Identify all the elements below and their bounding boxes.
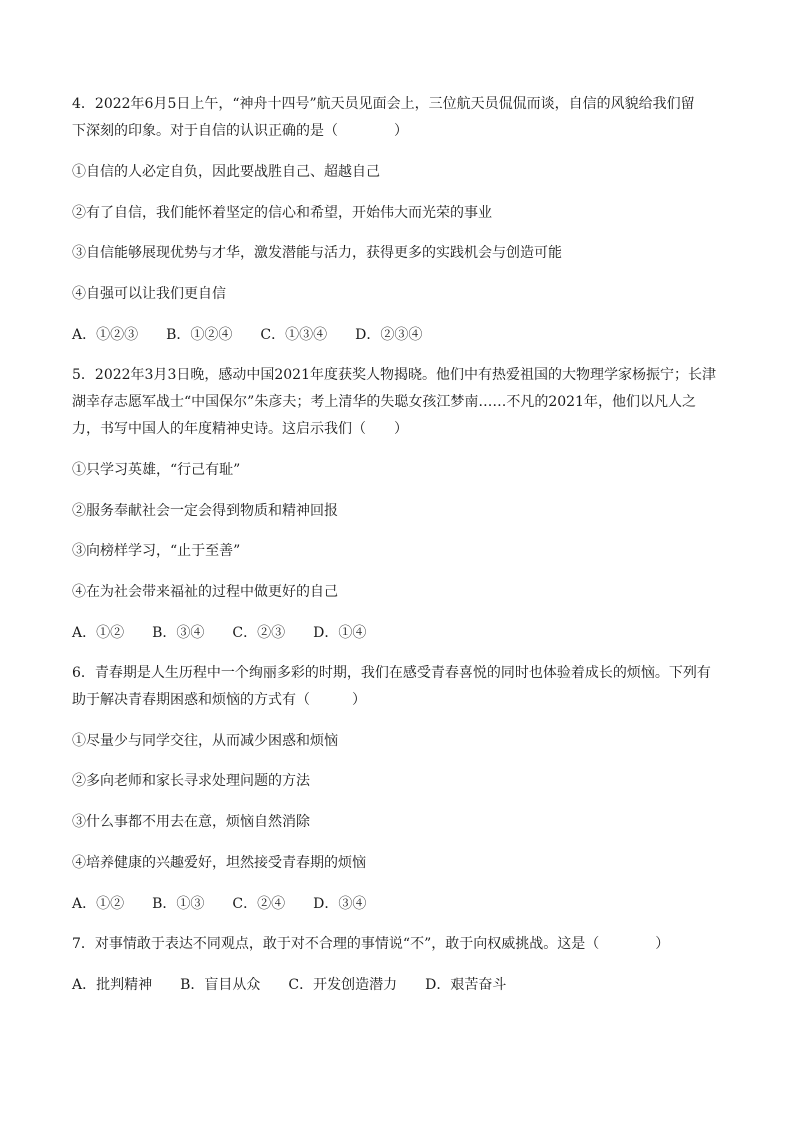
question-7-stem-line-1: 7．对事情敢于表达不同观点，敢于对不合理的事情说“不”，敢于向权威挑战。这是（ ） (72, 936, 670, 952)
question-4-statement-3: ③自信能够展现优势与才华，激发潜能与活力，获得更多的实践机会与创造可能 (72, 245, 562, 261)
question-5-stem-line-1: 5．2022年3月3日晚，感动中国2021年度获奖人物揭晓。他们中有热爱祖国的大物理学家杨振宁；长津 (72, 367, 716, 383)
question-4-options: A．①②③ B．①②④ C．①③④ D．②③④ (72, 327, 423, 343)
question-4-statement-1: ①自信的人必定自负，因此要战胜自己、超越自己 (72, 164, 380, 180)
question-4-statement-2: ②有了自信，我们能怀着坚定的信心和希望，开始伟大而光荣的事业 (72, 205, 492, 221)
question-6-statement-1: ①尽量少与同学交往，从而减少困惑和烦恼 (72, 733, 338, 749)
question-6-statement-2: ②多向老师和家长寻求处理问题的方法 (72, 773, 310, 789)
question-6-stem-line-2: 助于解决青春期困惑和烦恼的方式有（ ） (72, 692, 366, 708)
question-5-statement-2: ②服务奉献社会一定会得到物质和精神回报 (72, 503, 338, 519)
question-4-stem-line-1: 4．2022年6月5日上午，“神舟十四号”航天员见面会上，三位航天员侃侃而谈，自信的风貌给我们留 (72, 96, 695, 112)
question-6-statement-4: ④培养健康的兴趣爱好，坦然接受青春期的烦恼 (72, 855, 366, 871)
question-6-statement-3: ③什么事都不用去在意，烦恼自然消除 (72, 814, 310, 830)
question-5-statement-4: ④在为社会带来福祉的过程中做更好的自己 (72, 584, 338, 600)
question-7-options: A．批判精神 B．盲目从众 C．开发创造潜力 D．艰苦奋斗 (72, 977, 507, 993)
question-6-options: A．①② B．①③ C．②④ D．③④ (72, 896, 367, 912)
question-4-statement-4: ④自强可以让我们更自信 (72, 286, 226, 302)
question-5-stem-line-2: 湖幸存志愿军战士“中国保尔”朱彦夫；考上清华的失聪女孩江梦南……不凡的2021年，他们以凡人之 (72, 394, 696, 410)
question-5-stem-line-3: 力，书写中国人的年度精神史诗。这启示我们（ ） (72, 421, 408, 437)
question-4-stem-line-2: 下深刻的印象。对于自信的认识正确的是（ ） (72, 123, 408, 139)
question-5-statement-1: ①只学习英雄，“行己有耻” (72, 462, 241, 478)
question-5-options: A．①② B．③④ C．②③ D．①④ (72, 625, 367, 641)
question-5-statement-3: ③向榜样学习，“止于至善” (72, 543, 241, 559)
question-6-stem-line-1: 6．青春期是人生历程中一个绚丽多彩的时期，我们在感受青春喜悦的同时也体验着成长的烦恼。下列有 (72, 665, 711, 681)
